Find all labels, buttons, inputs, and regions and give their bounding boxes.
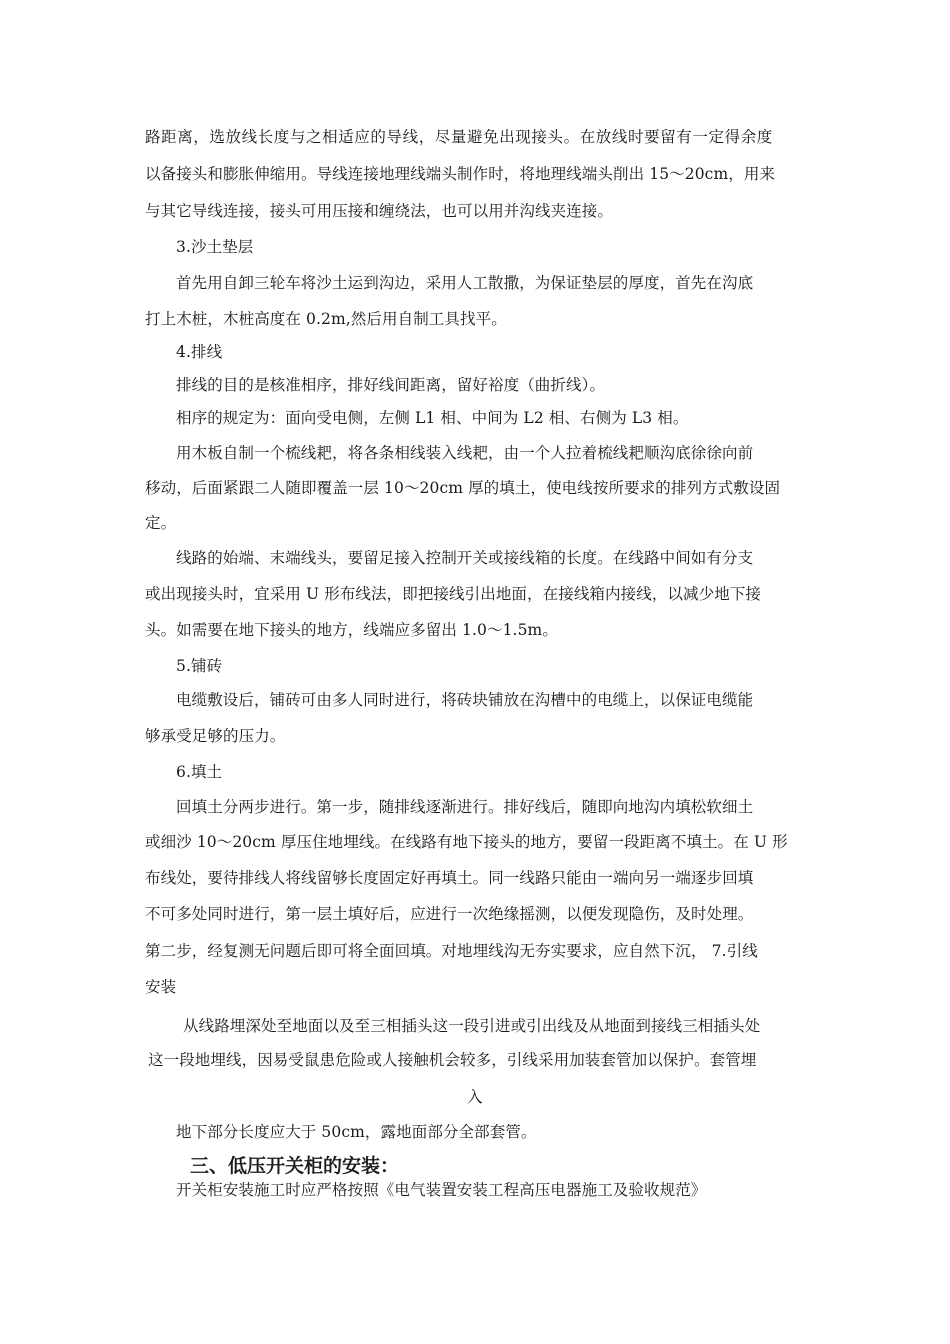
paragraph-line: 或细沙 10～20cm 厚压住地埋线。在线路有地下接头的地方，要留一段距离不填土。在 U 形 [145, 833, 788, 851]
paragraph-line: 这一段地埋线，因易受鼠患危险或人接触机会较多，引线采用加装套管加以保护。套管埋 [148, 1051, 757, 1069]
paragraph-line: 路距离，选放线长度与之相适应的导线，尽量避免出现接头。在放线时要留有一定得余度 [145, 128, 773, 146]
paragraph-line: 入 [467, 1088, 483, 1106]
paragraph-line: 或出现接头时，宜采用 U 形布线法，即把接线引出地面，在接线箱内接线，以减少地下接 [145, 585, 762, 603]
paragraph-line: 回填土分两步进行。第一步，随排线逐渐进行。排好线后，随即向地沟内填松软细土 [176, 798, 754, 816]
paragraph-line: 相序的规定为：面向受电侧，左侧 L1 相、中间为 L2 相、右侧为 L3 相。 [176, 409, 689, 427]
paragraph-line: 布线处，要待排线人将线留够长度固定好再填土。同一线路只能由一端向另一端逐步回填 [145, 869, 754, 887]
paragraph-line: 头。如需要在地下接头的地方，线端应多留出 1.0～1.5m。 [145, 621, 558, 639]
paragraph-line: 打上木桩，木桩高度在 0.2m,然后用自制工具找平。 [145, 310, 507, 328]
section-heading: 三、低压开关柜的安装： [190, 1155, 400, 1177]
paragraph-line: 不可多处同时进行，第一层土填好后，应进行一次绝缘摇测，以便发现隐伤，及时处理。 [145, 905, 754, 923]
paragraph-line: 地下部分长度应大于 50cm，露地面部分全部套管。 [176, 1123, 537, 1141]
section-title-sand-cushion: 3.沙土垫层 [176, 238, 254, 256]
paragraph-line: 电缆敷设后，铺砖可由多人同时进行，将砖块铺放在沟槽中的电缆上，以保证电缆能 [176, 691, 754, 709]
paragraph-line: 与其它导线连接，接头可用压接和缠绕法，也可以用并沟线夹连接。 [145, 202, 614, 220]
paragraph-line: 以备接头和膨胀伸缩用。导线连接地理线端头制作时，将地理线端头削出 15～20cm，用来 [145, 165, 776, 183]
paragraph-line: 线路的始端、末端线头，要留足接入控制开关或接线箱的长度。在线路中间如有分支 [176, 549, 754, 567]
paragraph-line: 从线路埋深处至地面以及至三相插头这一段引进或引出线及从地面到接线三相插头处 [183, 1017, 761, 1035]
paragraph-line: 首先用自卸三轮车将沙土运到沟边，采用人工散撒，为保证垫层的厚度，首先在沟底 [176, 274, 754, 292]
paragraph-line: 够承受足够的压力。 [145, 727, 286, 745]
paragraph-line: 移动，后面紧跟二人随即覆盖一层 10～20cm 厚的填土，使电线按所要求的排列方式敷设固 [145, 479, 781, 497]
paragraph-line: 第二步，经复测无问题后即可将全面回填。对地埋线沟无夯实要求，应自然下沉， 7.引线 [145, 942, 758, 960]
paragraph-line: 安装 [145, 978, 177, 996]
paragraph-line: 定。 [145, 514, 177, 532]
paragraph-line: 用木板自制一个梳线耙，将各条相线装入线耙，由一个人拉着梳线耙顺沟底徐徐向前 [176, 444, 754, 462]
section-title-wiring: 4.排线 [176, 343, 223, 361]
section-title-backfill: 6.填土 [176, 763, 223, 781]
section-title-brick: 5.铺砖 [176, 657, 223, 675]
paragraph-line: 排线的目的是核准相序，排好线间距离，留好裕度（曲折线）。 [176, 376, 606, 394]
paragraph-line: 开关柜安装施工时应严格按照《电气装置安装工程高压电器施工及验收规范》 [176, 1181, 707, 1199]
